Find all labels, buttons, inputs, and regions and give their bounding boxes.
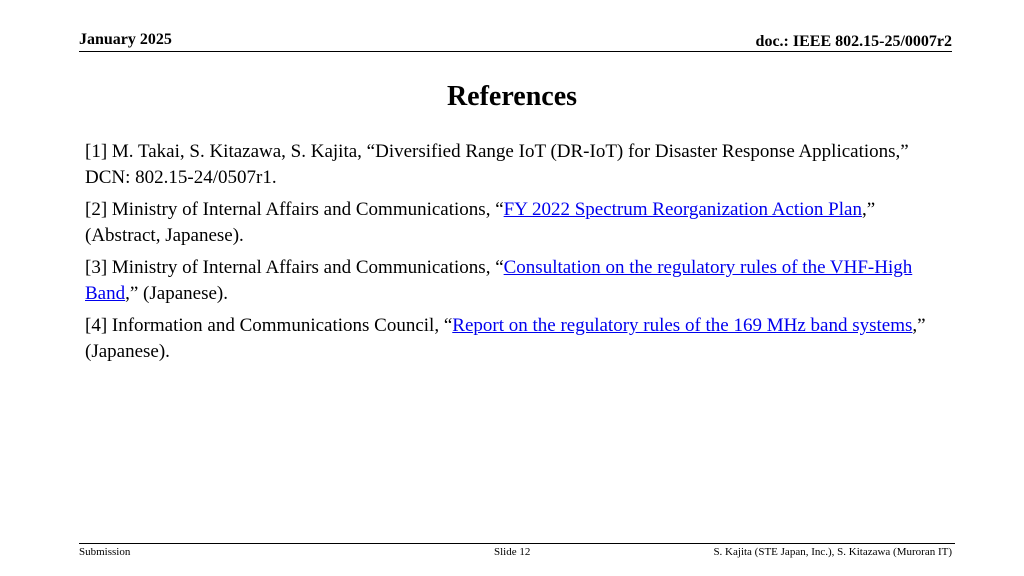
reference-item-1 — [85, 139, 935, 191]
footer-divider — [79, 543, 955, 544]
footer-slide-number: Slide 12 — [494, 546, 531, 558]
reference-item-2 — [85, 197, 935, 249]
reference-link-169mhz-band[interactable]: Report on the regulatory rules of the 169 MHz band systems — [452, 315, 913, 336]
reference-text-suffix: ,” (Japanese). — [125, 283, 228, 304]
header-divider — [79, 51, 952, 52]
reference-text-suffix: ,” (Abstract, Japanese). — [85, 199, 876, 246]
reference-item-3 — [85, 255, 935, 307]
reference-list — [85, 139, 935, 371]
header-doc-id: doc.: IEEE 802.15-25/0007r2 — [755, 33, 952, 50]
reference-text-suffix: ,” (Japanese). — [85, 315, 926, 362]
reference-link-vhf-high-band[interactable]: Consultation on the regulatory rules of the VHF-High Band — [85, 257, 913, 304]
slide-title: References — [446, 81, 578, 112]
footer-submission: Submission — [79, 546, 131, 558]
header-date: January 2025 — [79, 31, 172, 48]
reference-item-4 — [85, 313, 935, 365]
reference-text: [2] Ministry of Internal Affairs and Communications, “ — [85, 199, 504, 220]
reference-link-spectrum-action-plan[interactable]: FY 2022 Spectrum Reorganization Action Plan — [503, 199, 862, 220]
reference-text: [4] Information and Communications Council, “ — [85, 315, 453, 336]
reference-text: [3] Ministry of Internal Affairs and Communications, “ — [85, 257, 504, 278]
footer-authors: S. Kajita (STE Japan, Inc.), S. Kitazawa (Muroran IT) — [713, 546, 952, 558]
reference-text: [1] M. Takai, S. Kitazawa, S. Kajita, “Diversified Range IoT (DR-IoT) for Disaster Response Applications,” DCN: 802.15-24/0507r1. — [85, 141, 909, 188]
